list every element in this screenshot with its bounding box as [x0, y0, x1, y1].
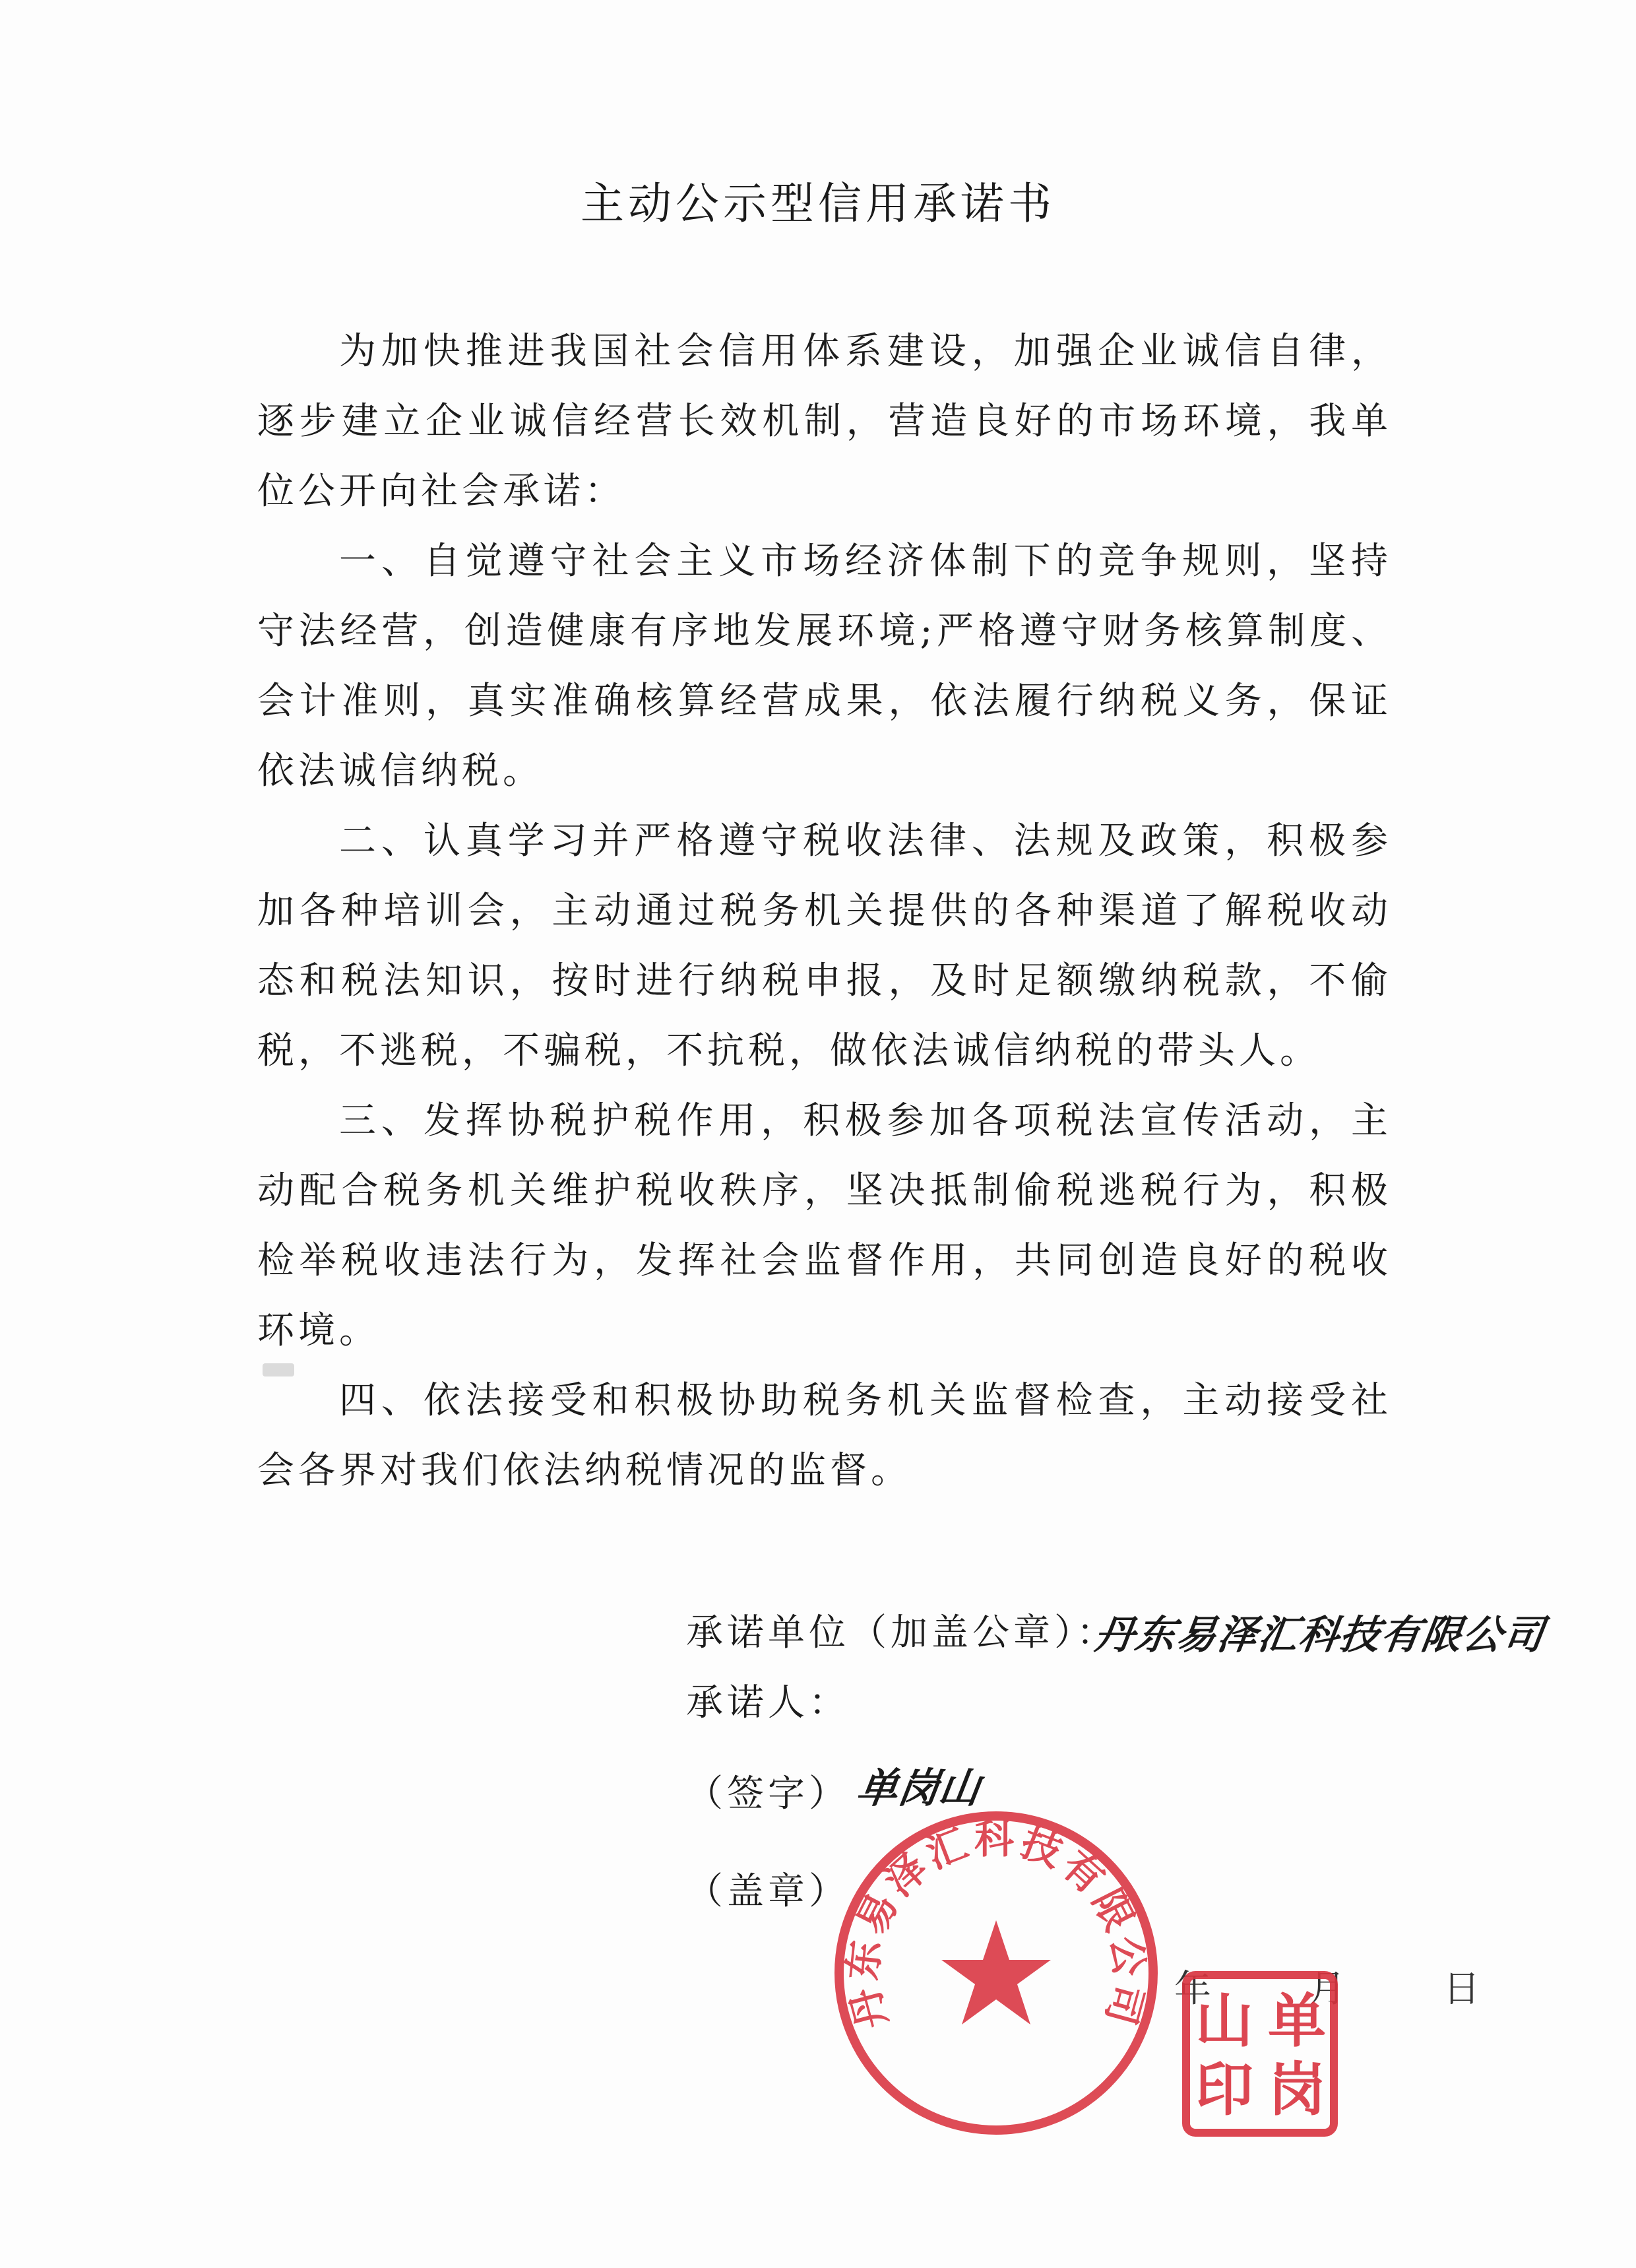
- date-month: 月: [1308, 1968, 1350, 2011]
- paragraph-three: 三、发挥协税护税作用，积极参加各项税法宣传活动，主动配合税务机关维护税收秩序，坚决抵制偷税逃税行为，积极检举税收违法行为，发挥社会监督作用，共同创造良好的税收环境。: [257, 1099, 1392, 1352]
- handwritten-company-name: 丹东易泽汇科技有限公司: [1091, 1612, 1548, 1658]
- company-seal: [825, 1801, 1168, 2145]
- person-label: 承诺人：: [686, 1681, 850, 1724]
- sign-label: （签字）: [686, 1772, 850, 1815]
- svg-text:单: 单: [1267, 1987, 1327, 2055]
- svg-text:山: 山: [1195, 1987, 1254, 2055]
- svg-text:印: 印: [1195, 2056, 1254, 2123]
- document-body: [257, 317, 1392, 1506]
- seal-star-icon: [941, 1920, 1051, 2025]
- unit-label: 承诺单位（加盖公章）：: [686, 1611, 1117, 1654]
- paragraph-four: 四、依法接受和积极协助税务机关监督检查，主动接受社会各界对我们依法纳税情况的监督。: [257, 1379, 1392, 1492]
- company-seal-text: 丹东易泽汇科技有限公司: [839, 1817, 1153, 2034]
- handwritten-signature: 单岗山: [854, 1764, 984, 1812]
- date-day: 日: [1443, 1968, 1484, 2011]
- date-year: 年: [1174, 1968, 1215, 2011]
- seal-label: （盖章）: [686, 1870, 850, 1913]
- paragraph-intro: 为加快推进我国社会信用体系建设，加强企业诚信自律，逐步建立企业诚信经营长效机制，营造良好的市场环境，我单位公开向社会承诺：: [257, 330, 1392, 513]
- personal-seal: [1181, 1970, 1339, 2138]
- paragraph-two: 二、认真学习并严格遵守税收法律、法规及政策，积极参加各种培训会，主动通过税务机关提供的各种渠道了解税收动态和税法知识，按时进行纳税申报，及时足额缴纳税款，不偷税，不逃税，不骗税，不抗税，做依法诚信纳税的带头人。: [257, 820, 1392, 1072]
- scan-smudge: [263, 1363, 294, 1377]
- document-title: 主动公示型信用承诺书: [581, 178, 1055, 229]
- svg-text:岗: 岗: [1267, 2056, 1327, 2123]
- paragraph-one: 一、自觉遵守社会主义市场经济体制下的竞争规则，坚持守法经营，创造健康有序地发展环境;严格遵守财务核算制度、会计准则，真实准确核算经营成果，依法履行纳税义务，保证依法诚信纳税。: [257, 540, 1392, 793]
